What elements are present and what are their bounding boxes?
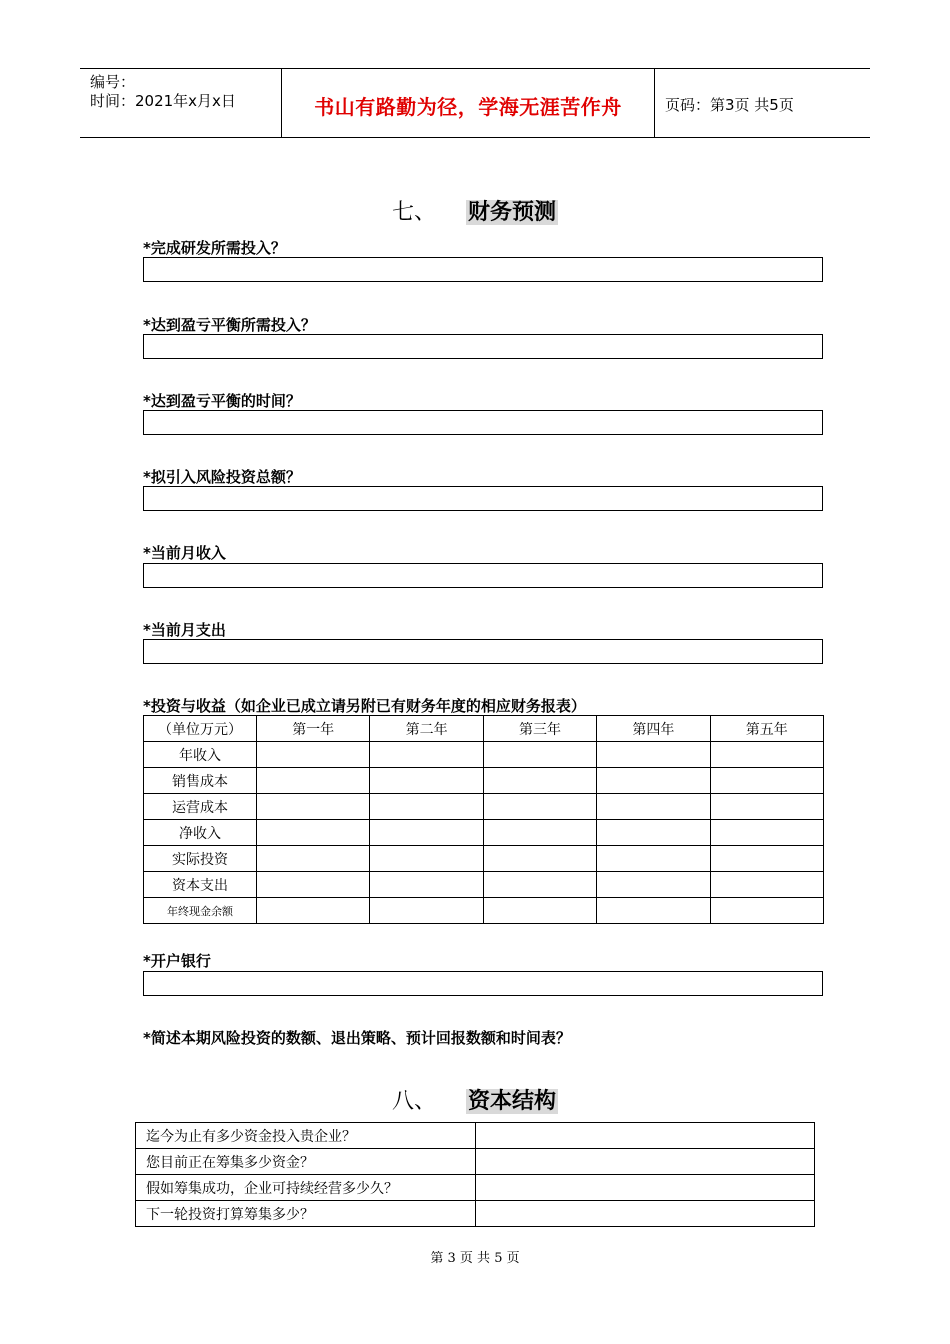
table-cell[interactable] xyxy=(710,742,823,768)
header-meta-cell xyxy=(80,69,282,137)
table-cell[interactable] xyxy=(370,898,483,924)
section8-heading xyxy=(392,1084,558,1115)
answer-field-breakeven-time[interactable] xyxy=(143,410,823,435)
table-cell[interactable] xyxy=(257,768,370,794)
table-cell[interactable] xyxy=(257,742,370,768)
table-row xyxy=(136,1175,815,1201)
table-cell[interactable] xyxy=(597,794,710,820)
table-cell[interactable] xyxy=(257,846,370,872)
row-label: 销售成本 xyxy=(144,768,257,794)
question-cell: 您目前正在筹集多少资金？ xyxy=(136,1149,476,1175)
table-cell[interactable] xyxy=(370,768,483,794)
table-cell[interactable] xyxy=(597,742,710,768)
row-label: 实际投资 xyxy=(144,846,257,872)
brief-label: *简述本期风险投资的数额、退出策略、预计回报数额和时间表？ xyxy=(143,1029,571,1047)
question-cell: 迄今为止有多少资金投入贵企业？ xyxy=(136,1123,476,1149)
answer-field-breakeven-investment[interactable] xyxy=(143,334,823,359)
table-row xyxy=(136,1123,815,1149)
table-cell[interactable] xyxy=(597,768,710,794)
year-header: 第五年 xyxy=(710,716,823,742)
year-header: 第四年 xyxy=(597,716,710,742)
table-row xyxy=(144,872,824,898)
question-label: *达到盈亏平衡的时间？ xyxy=(143,392,301,410)
table-cell[interactable] xyxy=(710,768,823,794)
section7-title: 财务预测 xyxy=(468,200,557,225)
table-cell[interactable] xyxy=(483,742,596,768)
table-row xyxy=(136,1201,815,1227)
motto: 书山有路勤为径，学海无涯苦作舟 xyxy=(314,95,622,119)
table-cell[interactable] xyxy=(370,872,483,898)
question-cell: 假如筹集成功，企业可持续经营多少久？ xyxy=(136,1175,476,1201)
table-cell[interactable] xyxy=(257,794,370,820)
section7-number: 七、 xyxy=(392,200,437,225)
row-label: 年收入 xyxy=(144,742,257,768)
answer-cell[interactable] xyxy=(476,1123,815,1149)
section8-title: 资本结构 xyxy=(468,1089,557,1114)
answer-field-monthly-income[interactable] xyxy=(143,563,823,588)
table-cell[interactable] xyxy=(370,794,483,820)
question-label: *当前月支出 xyxy=(143,621,226,639)
table-row xyxy=(144,742,824,768)
question-cell: 下一轮投资打算筹集多少？ xyxy=(136,1201,476,1227)
year-header: 第一年 xyxy=(257,716,370,742)
time-label: 时间：2021年x月x日 xyxy=(90,92,236,110)
page-footer: 第 3 页 共 5 页 xyxy=(430,1251,520,1266)
question-label: *达到盈亏平衡所需投入？ xyxy=(143,316,316,334)
table-cell[interactable] xyxy=(710,872,823,898)
serial-label: 编号： xyxy=(90,73,136,91)
answer-cell[interactable] xyxy=(476,1201,815,1227)
table-cell[interactable] xyxy=(483,768,596,794)
row-label: 年终现金余额 xyxy=(144,898,257,924)
table-row xyxy=(144,794,824,820)
year-header: 第二年 xyxy=(370,716,483,742)
table-cell[interactable] xyxy=(483,794,596,820)
answer-cell[interactable] xyxy=(476,1149,815,1175)
question-label: *完成研发所需投入？ xyxy=(143,239,286,257)
invest-return-label: *投资与收益（如企业已成立请另附已有财务年度的相应财务报表） xyxy=(143,697,586,715)
table-row xyxy=(144,898,824,924)
table-cell[interactable] xyxy=(710,820,823,846)
table-cell[interactable] xyxy=(710,846,823,872)
header-motto-cell xyxy=(282,69,655,137)
page-info: 页码：第3页 共5页 xyxy=(665,96,794,114)
capital-structure-table xyxy=(135,1122,815,1227)
table-cell[interactable] xyxy=(483,872,596,898)
table-cell[interactable] xyxy=(483,898,596,924)
table-row xyxy=(144,820,824,846)
table-cell[interactable] xyxy=(257,820,370,846)
table-row xyxy=(144,846,824,872)
table-cell[interactable] xyxy=(597,820,710,846)
answer-cell[interactable] xyxy=(476,1175,815,1201)
table-cell[interactable] xyxy=(257,898,370,924)
table-cell[interactable] xyxy=(597,898,710,924)
question-label: *拟引入风险投资总额？ xyxy=(143,468,301,486)
table-cell[interactable] xyxy=(370,820,483,846)
table-cell[interactable] xyxy=(370,846,483,872)
answer-field-vc-total[interactable] xyxy=(143,486,823,511)
table-cell[interactable] xyxy=(257,872,370,898)
section8-number: 八、 xyxy=(392,1089,437,1114)
table-cell[interactable] xyxy=(597,872,710,898)
table-header-row xyxy=(144,716,824,742)
answer-field-monthly-expense[interactable] xyxy=(143,639,823,664)
question-label: *当前月收入 xyxy=(143,544,226,562)
table-cell[interactable] xyxy=(483,846,596,872)
answer-field-rd-investment[interactable] xyxy=(143,257,823,282)
header-page-cell xyxy=(655,69,870,137)
table-cell[interactable] xyxy=(370,742,483,768)
table-cell[interactable] xyxy=(710,898,823,924)
table-corner-cell: （单位万元） xyxy=(144,716,257,742)
table-cell[interactable] xyxy=(597,846,710,872)
table-cell[interactable] xyxy=(710,794,823,820)
page-header xyxy=(80,68,870,138)
answer-field-bank[interactable] xyxy=(143,971,823,996)
row-label: 运营成本 xyxy=(144,794,257,820)
table-row xyxy=(144,768,824,794)
table-cell[interactable] xyxy=(483,820,596,846)
bank-label: *开户银行 xyxy=(143,952,211,970)
section7-heading xyxy=(392,195,558,226)
row-label: 资本支出 xyxy=(144,872,257,898)
table-row xyxy=(136,1149,815,1175)
row-label: 净收入 xyxy=(144,820,257,846)
investment-return-table xyxy=(143,715,824,924)
year-header: 第三年 xyxy=(483,716,596,742)
